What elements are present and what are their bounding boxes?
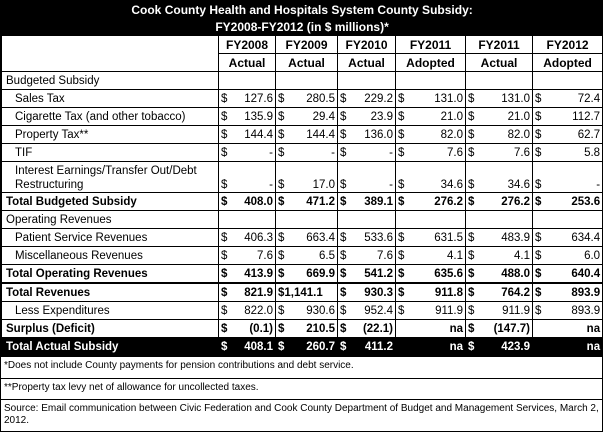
table-row [2,211,603,229]
value-cell [466,144,533,162]
row-label: Total Revenues [2,283,219,302]
amount: 389.1 [364,196,393,208]
value-cell [533,338,603,356]
title-row-2 [2,19,603,36]
amount: 423.9 [501,341,530,353]
value-cell [338,144,396,162]
col-type-2: Actual [338,54,396,72]
currency-symbol: $ [398,232,405,244]
value-cell [466,126,533,144]
value-cell [533,90,603,108]
amount: 541.2 [364,268,393,280]
currency-symbol: $ [398,268,405,280]
table-row [2,338,603,356]
amount: 893.9 [571,305,601,317]
value-cell [338,229,396,247]
currency-symbol: $ [278,232,285,244]
value-cell [219,229,276,247]
currency-symbol: $ [535,196,542,208]
source-note: Source: Email communication between Civic Federation and Cook County Department of Budget and Management Services, March 2, 2012. [1,399,602,434]
value-cell [466,72,533,90]
amount: 29.4 [312,111,335,123]
table-row [2,90,603,108]
value-cell [533,320,603,338]
currency-symbol: $ [221,196,228,208]
currency-symbol: $ [221,268,228,280]
amount: 135.9 [244,111,273,123]
row-label: TIF [2,144,219,162]
col-type-3: Adopted [396,54,466,72]
value-cell [466,265,533,284]
currency-symbol: $ [221,305,228,317]
value-cell [466,90,533,108]
row-label: Sales Tax [2,90,219,108]
currency-symbol: $ [340,111,347,123]
amount: - [269,179,273,191]
currency-symbol: $ [221,323,228,335]
col-year-5: FY2012 [533,36,603,54]
currency-symbol: $ [278,268,285,280]
currency-symbol: $ [221,341,228,353]
currency-symbol: $ [468,268,475,280]
currency-symbol: $ [340,268,347,280]
amount: 5.8 [584,147,601,159]
value-cell [219,283,276,302]
amount: 911.9 [435,305,463,317]
amount: 7.6 [377,250,393,262]
currency-symbol: $ [221,147,228,159]
value-cell [219,211,276,229]
currency-symbol: $1,141.1 [278,287,323,299]
currency-symbol: $ [535,129,542,141]
value-cell [396,302,466,320]
amount: (0.1) [249,323,273,335]
value-cell [276,90,338,108]
amount: 911.9 [502,305,530,317]
value-cell [533,108,603,126]
row-label: Interest Earnings/Transfer Out/Debt Restructuring [2,162,219,193]
currency-symbol: $ [535,287,542,299]
amount: 413.9 [244,268,273,280]
row-label: Miscellaneous Revenues [2,247,219,265]
value-cell [396,72,466,90]
currency-symbol: $ [398,129,405,141]
value-cell [466,108,533,126]
currency-symbol: $ [398,196,405,208]
currency-symbol: $ [468,341,475,353]
currency-symbol: $ [278,250,285,262]
footnote-pension: *Does not include County payments for pension contributions and debt service. [1,356,602,378]
amount: 144.4 [244,129,273,141]
table-row [2,72,603,90]
currency-symbol: $ [535,147,542,159]
row-label: Patient Service Revenues [2,229,219,247]
currency-symbol: $ [221,129,228,141]
amount: 6.5 [319,250,335,262]
table-row [2,229,603,247]
col-year-0: FY2008 [219,36,276,54]
currency-symbol: $ [278,93,285,105]
value-cell [466,193,533,211]
header-row-types [2,54,603,72]
table-row [2,247,603,265]
table-row [2,320,603,338]
table-row [2,302,603,320]
amount: 6.0 [584,250,601,262]
amount: 112.7 [572,111,601,123]
amount: 930.3 [364,287,393,299]
currency-symbol: $ [398,287,405,299]
value-cell [466,162,533,193]
currency-symbol: $ [535,268,542,280]
amount: na [586,341,601,353]
amount: (22.1) [362,323,393,335]
col-type-0: Actual [219,54,276,72]
amount: 17.0 [312,179,335,191]
value-cell [396,283,466,302]
value-cell [338,193,396,211]
currency-symbol: $ [398,250,405,262]
value-cell [466,320,533,338]
amount: 764.2 [501,287,530,299]
value-cell [219,90,276,108]
currency-symbol: $ [278,323,285,335]
amount: 4.1 [514,250,530,262]
title-row-1 [2,2,603,19]
amount: na [586,323,601,335]
amount: 488.0 [501,268,530,280]
value-cell [338,72,396,90]
value-cell [533,302,603,320]
amount: 893.9 [571,287,601,299]
value-cell [338,320,396,338]
table-row [2,162,603,193]
amount: 7.6 [257,250,273,262]
value-cell [219,247,276,265]
value-cell [533,211,603,229]
value-cell [219,72,276,90]
value-cell [466,302,533,320]
currency-symbol: $ [468,287,475,299]
value-cell [338,108,396,126]
value-cell [396,90,466,108]
value-cell [276,211,338,229]
row-label: Total Budgeted Subsidy [2,193,219,211]
currency-symbol: $ [468,147,475,159]
amount: 822.0 [244,305,273,317]
currency-symbol: $ [468,250,475,262]
value-cell [396,126,466,144]
value-cell [533,126,603,144]
row-label: Surplus (Deficit) [2,320,219,338]
value-cell [396,229,466,247]
table-row [2,283,603,302]
currency-symbol: $ [340,232,347,244]
value-cell [533,229,603,247]
amount: 952.4 [364,305,393,317]
amount: 930.6 [306,305,335,317]
row-label: Cigarette Tax (and other tobacco) [2,108,219,126]
row-label: Total Actual Subsidy [2,338,219,356]
value-cell [219,338,276,356]
value-cell [466,338,533,356]
currency-symbol: $ [340,341,347,353]
value-cell [396,265,466,284]
amount: 131.0 [434,93,463,105]
currency-symbol: $ [340,196,347,208]
value-cell [219,193,276,211]
currency-symbol: $ [340,129,347,141]
currency-symbol: $ [535,250,542,262]
amount: 210.5 [306,323,335,335]
amount: 82.0 [440,129,463,141]
value-cell [276,108,338,126]
subsidy-table [1,1,603,356]
col-type-4: Actual [466,54,533,72]
value-cell [466,283,533,302]
amount: 136.0 [364,129,393,141]
value-cell [338,338,396,356]
amount: 34.6 [507,179,530,191]
amount: 640.4 [571,268,601,280]
value-cell [466,211,533,229]
value-cell [276,247,338,265]
currency-symbol: $ [468,111,475,123]
row-label: Less Expenditures [2,302,219,320]
value-cell [276,72,338,90]
table-row [2,126,603,144]
row-label: Operating Revenues [2,211,219,229]
value-cell [219,320,276,338]
currency-symbol: $ [398,305,405,317]
value-cell [219,162,276,193]
amount: 663.4 [306,232,335,244]
table-row [2,265,603,284]
value-cell [338,247,396,265]
value-cell [396,211,466,229]
col-year-1: FY2009 [276,36,338,54]
value-cell [219,302,276,320]
currency-symbol: $ [398,111,405,123]
currency-symbol: $ [278,196,285,208]
value-cell [338,162,396,193]
value-cell [276,265,338,284]
currency-symbol: $ [278,341,285,353]
amount: 483.9 [501,232,530,244]
amount: 21.0 [440,111,463,123]
amount: 635.6 [434,268,463,280]
value-cell [466,229,533,247]
currency-symbol: $ [278,129,285,141]
value-cell [338,126,396,144]
currency-symbol: $ [340,305,347,317]
value-cell [338,211,396,229]
value-cell [219,126,276,144]
value-cell [396,338,466,356]
amount: na [449,341,463,353]
amount: 669.9 [306,268,335,280]
value-cell [396,162,466,193]
value-cell [533,247,603,265]
amount: - [331,147,335,159]
amount: 4.1 [447,250,463,262]
currency-symbol: $ [340,179,347,191]
value-cell [276,193,338,211]
header-row-years [2,36,603,54]
amount: 280.5 [306,93,335,105]
currency-symbol: $ [221,111,228,123]
currency-symbol: $ [340,323,347,335]
value-cell [396,108,466,126]
value-cell [533,144,603,162]
amount: - [596,179,601,191]
value-cell [276,144,338,162]
currency-symbol: $ [468,129,475,141]
col-type-5: Adopted [533,54,603,72]
currency-symbol: $ [398,179,405,191]
currency-symbol: $ [221,287,228,299]
value-cell [533,193,603,211]
currency-symbol: $ [278,147,285,159]
currency-symbol: $ [340,250,347,262]
table-title-line-1: Cook County Health and Hospitals System County Subsidy: [2,2,603,19]
currency-symbol: $ [278,179,285,191]
currency-symbol: $ [340,147,347,159]
amount: 533.6 [364,232,393,244]
currency-symbol: $ [468,232,475,244]
amount: 260.7 [306,341,335,353]
value-cell [276,162,338,193]
value-cell [276,320,338,338]
amount: (147.7) [493,323,530,335]
currency-symbol: $ [340,287,347,299]
amount: 144.4 [306,129,335,141]
value-cell [338,283,396,302]
value-cell [338,90,396,108]
value-cell [276,338,338,356]
amount: 127.6 [244,93,273,105]
currency-symbol: $ [221,93,228,105]
amount: - [389,179,393,191]
amount: 253.6 [571,196,601,208]
currency-symbol: $ [221,179,228,191]
currency-symbol: $ [398,147,405,159]
currency-symbol: $ [535,93,542,105]
currency-symbol: $ [535,179,542,191]
header-blank [2,36,219,54]
amount: 34.6 [440,179,463,191]
currency-symbol: $ [535,111,542,123]
amount: - [269,147,273,159]
currency-symbol: $ [221,232,228,244]
value-cell [276,229,338,247]
value-cell [533,162,603,193]
currency-symbol: $ [468,196,475,208]
value-cell [219,108,276,126]
amount: 229.2 [364,93,393,105]
currency-symbol: $ [468,305,475,317]
amount: 911.8 [434,287,463,299]
value-cell [276,126,338,144]
amount: 72.4 [577,93,601,105]
amount: 821.9 [244,287,273,299]
value-cell [219,265,276,284]
col-type-1: Actual [276,54,338,72]
row-label: Total Operating Revenues [2,265,219,284]
col-year-4: FY2011 [466,36,533,54]
value-cell [276,283,338,302]
table-row [2,193,603,211]
amount: 131.0 [501,93,530,105]
currency-symbol: $ [535,305,542,317]
currency-symbol: $ [468,93,475,105]
amount: 634.4 [571,232,601,244]
amount: - [389,147,393,159]
amount: 276.2 [434,196,463,208]
amount: 408.1 [244,341,273,353]
value-cell [533,283,603,302]
amount: 408.0 [244,196,273,208]
currency-symbol: $ [535,232,542,244]
table-row [2,144,603,162]
value-cell [396,193,466,211]
amount: 82.0 [507,129,530,141]
amount: 23.9 [370,111,393,123]
value-cell [338,265,396,284]
amount: 406.3 [244,232,273,244]
value-cell [396,247,466,265]
amount: 631.5 [434,232,463,244]
footnote-property-tax: **Property tax levy net of allowance for uncollected taxes. [1,378,602,399]
row-label: Property Tax** [2,126,219,144]
value-cell [276,302,338,320]
amount: 21.0 [507,111,530,123]
currency-symbol: $ [221,250,228,262]
table-row [2,108,603,126]
table-title-line-2: FY2008-FY2012 (in $ millions)* [2,19,603,36]
currency-symbol: $ [340,93,347,105]
value-cell [396,320,466,338]
amount: na [449,323,463,335]
value-cell [466,247,533,265]
col-year-2: FY2010 [338,36,396,54]
value-cell [396,144,466,162]
amount: 62.7 [577,129,601,141]
amount: 7.6 [514,147,530,159]
value-cell [338,302,396,320]
currency-symbol: $ [398,93,405,105]
currency-symbol: $ [468,179,475,191]
amount: 471.2 [306,196,335,208]
amount: 411.2 [364,341,393,353]
value-cell [533,265,603,284]
value-cell [219,144,276,162]
amount: 7.6 [447,147,463,159]
value-cell [533,72,603,90]
currency-symbol: $ [278,305,285,317]
amount: 276.2 [501,196,530,208]
currency-symbol: $ [468,323,475,335]
row-label: Budgeted Subsidy [2,72,219,90]
header-blank-2 [2,54,219,72]
col-year-3: FY2011 [396,36,466,54]
currency-symbol: $ [278,111,285,123]
